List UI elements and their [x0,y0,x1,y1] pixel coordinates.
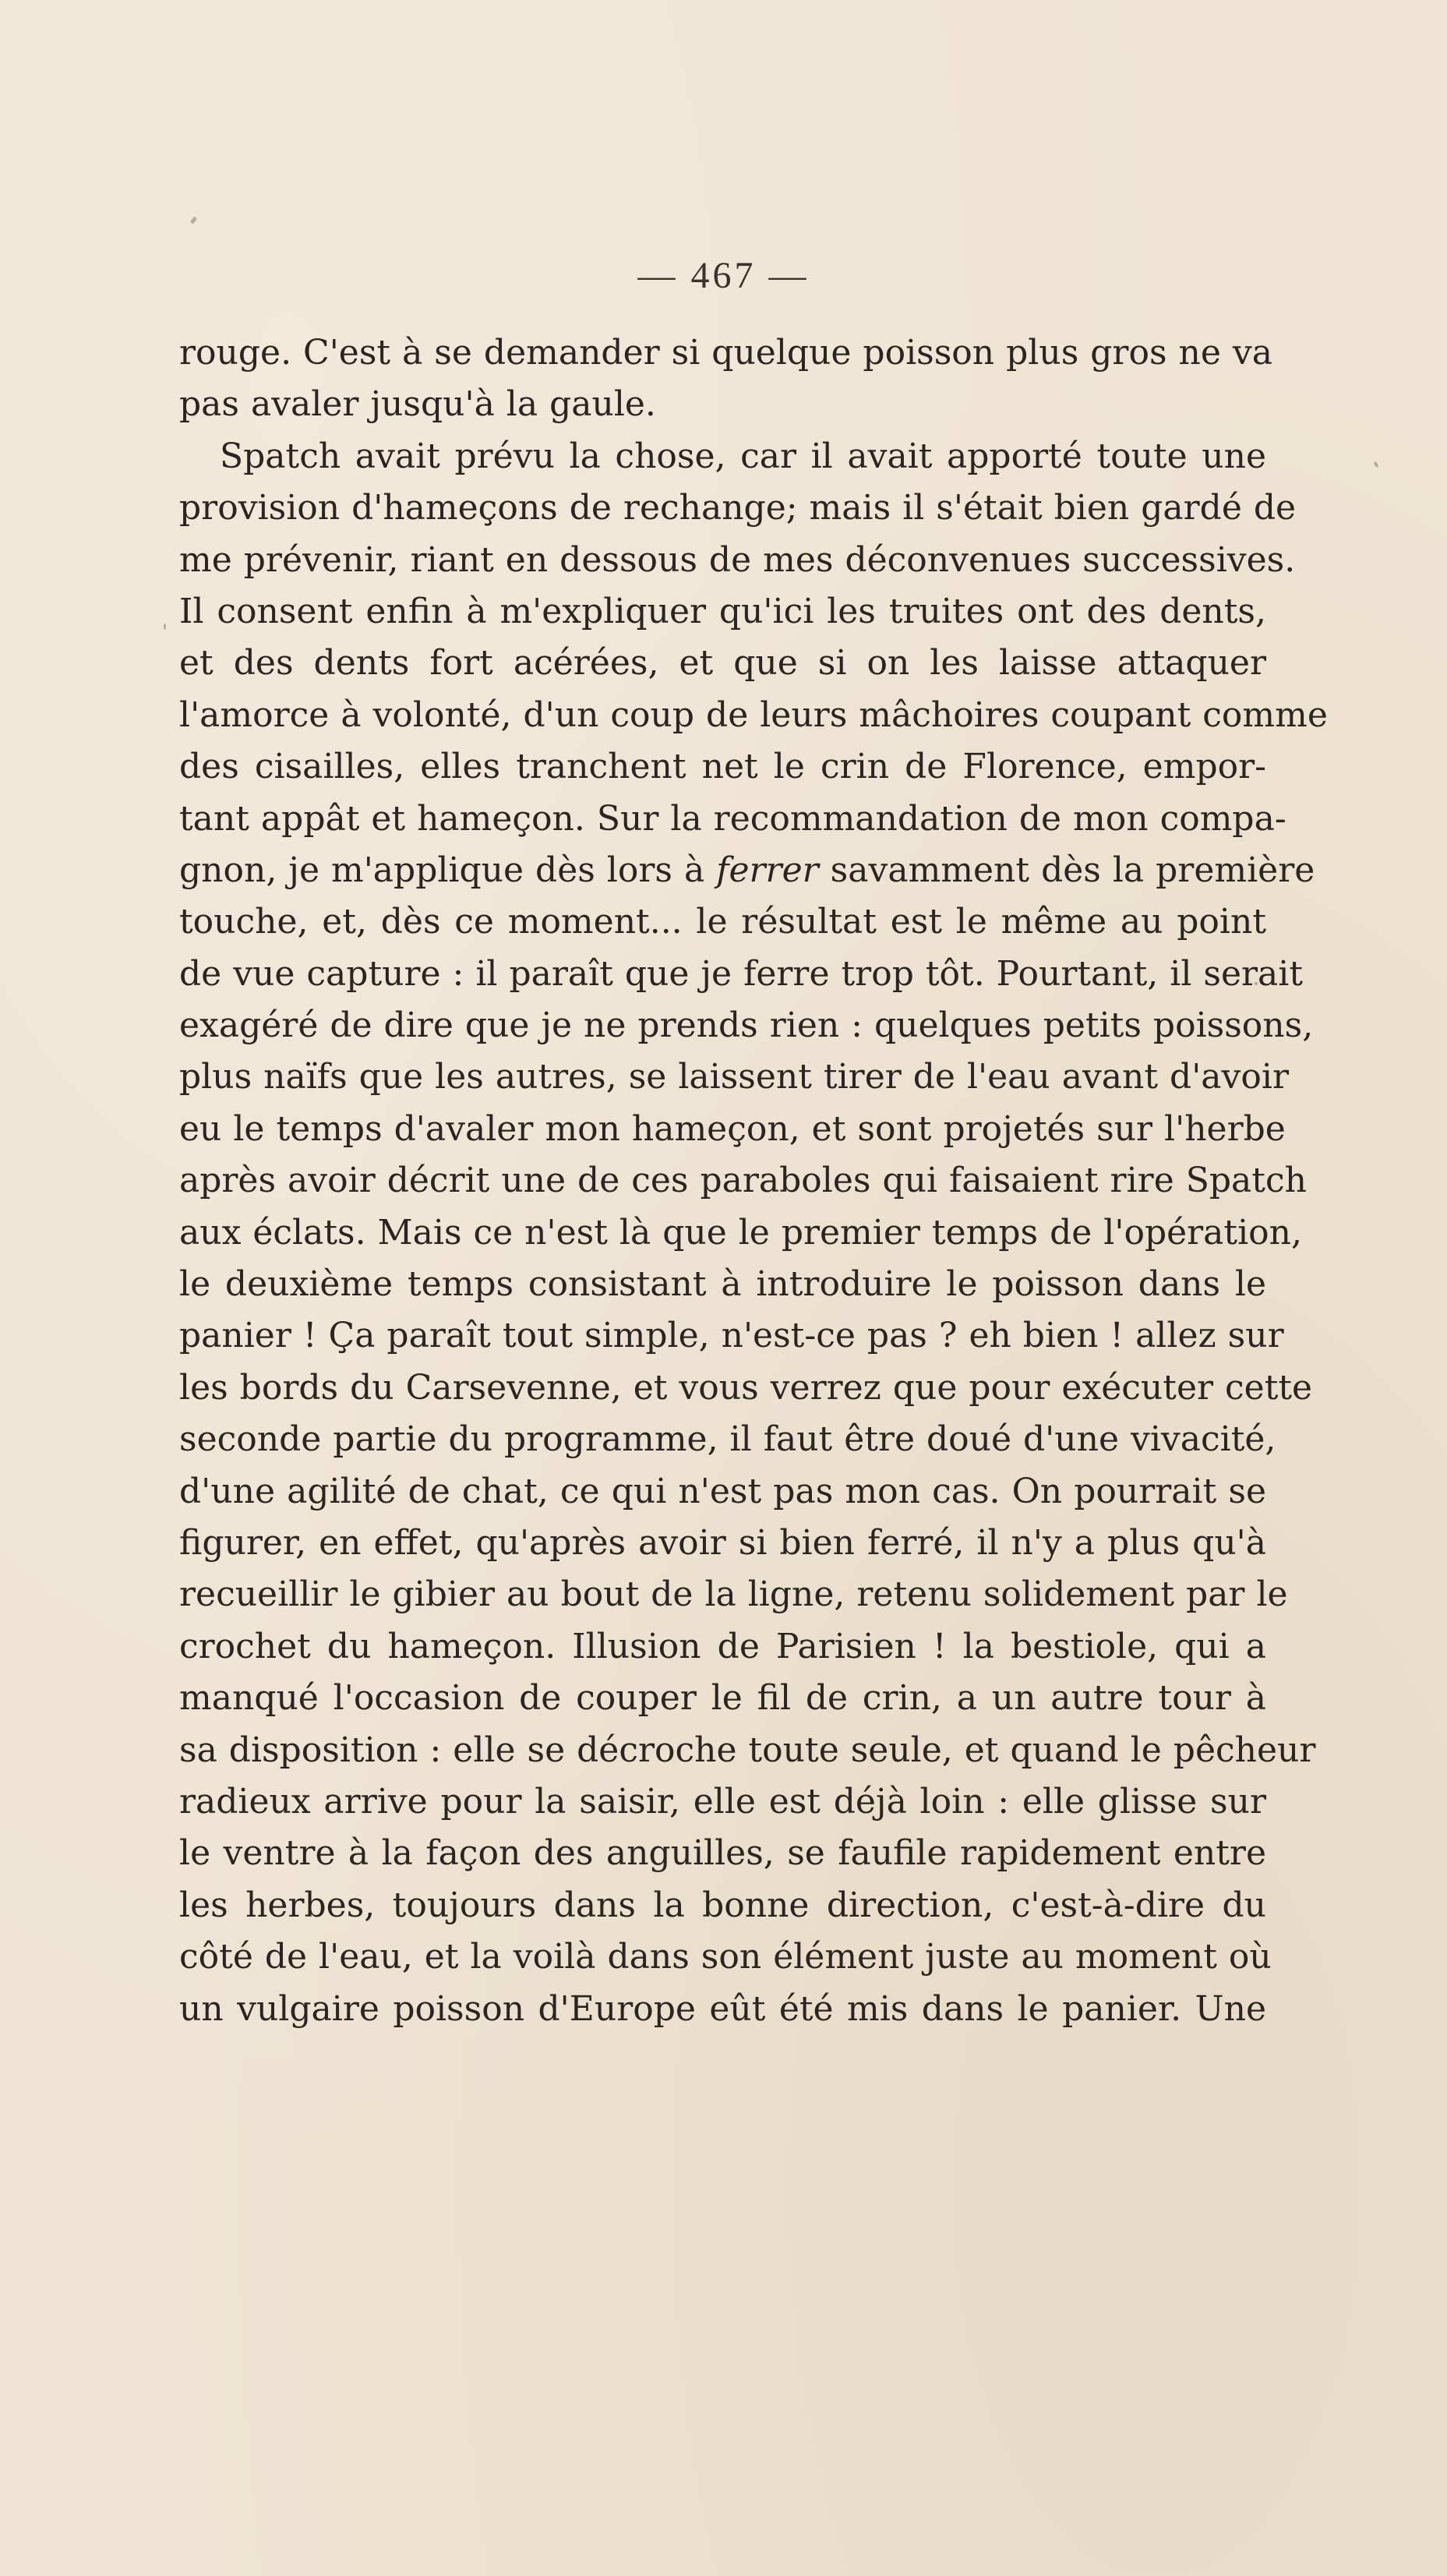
text-line: rouge. C'est à se demander si quelque poisson plus gros ne va [179,333,1272,373]
text-line: plus naïfs que les autres, se laissent tirer de l'eau avant d'avoir [179,1057,1289,1097]
text-line: et des dents fort acérées, et que si on les laisse attaquer [179,643,1266,684]
text-line: les herbes, toujours dans la bonne direction, c'est-à-dire du [179,1885,1266,1925]
text-line: tant appât et hameçon. Sur la recommandation de mon compa- [179,798,1286,839]
text-line-with-italic [179,845,1315,896]
text-line: manqué l'occasion de couper le fil de crin, a un autre tour à [179,1678,1266,1719]
text-line: crochet du hameçon. Illusion de Parisien ! la bestiole, qui a [179,1626,1266,1666]
text-line: Il consent enfin à m'expliquer qu'ici les truites ont des dents, [179,591,1266,631]
text-line: le ventre à la façon des anguilles, se faufile rapidement entre [179,1833,1266,1874]
text-line: seconde partie du programme, il faut être doué d'une vivacité, [179,1419,1276,1460]
text-line-start: gnon, je m'applique dès lors à [179,850,705,890]
text-line: panier ! Ça paraît tout simple, n'est-ce pas ? eh bien ! allez sur [179,1316,1284,1356]
text-line: côté de l'eau, et la voilà dans son élément juste au moment où [179,1937,1272,1977]
text-line: figurer, en effet, qu'après avoir si bien ferré, il n'y a plus qu'à [179,1522,1266,1563]
italic-word: ferrer [716,850,819,890]
page-number: — 467 — [637,255,810,296]
text-line: radieux arrive pour la saisir, elle est déjà loin : elle glisse sur [179,1781,1266,1822]
paper-speck [164,624,166,630]
text-line: recueillir le gibier au bout de la ligne, retenu solidement par le [179,1574,1288,1615]
text-line: exagéré de dire que je ne prends rien : quelques petits poissons, [179,1005,1314,1046]
text-line: touche, et, dès ce moment... le résultat est le même au point [179,902,1266,942]
paper-speck [1255,982,1258,985]
text-line: sa disposition : elle se décroche toute seule, et quand le pêcheur [179,1730,1316,1770]
text-line-end: savamment dès la première [830,850,1315,890]
text-line: des cisailles, elles tranchent net le crin de Florence, empor- [179,747,1266,787]
paper-speck [1373,461,1378,468]
text-line: un vulgaire poisson d'Europe eût été mis dans le panier. Une [179,1988,1266,2029]
body-text [179,327,1328,2035]
text-line: eu le temps d'avaler mon hameçon, et sont projetés sur l'herbe [179,1108,1286,1149]
paper-speck [190,216,197,224]
text-line: le deuxième temps consistant à introduire le poisson dans le [179,1264,1266,1305]
text-line: d'une agilité de chat, ce qui n'est pas mon cas. On pourrait se [179,1471,1266,1511]
text-line: pas avaler jusqu'à la gaule. [179,384,656,425]
text-line: de vue capture : il paraît que je ferre trop tôt. Pourtant, il serait [179,953,1304,994]
text-line: après avoir décrit une de ces paraboles qui faisaient rire Spatch [179,1161,1307,1201]
text-line: l'amorce à volonté, d'un coup de leurs mâchoires coupant comme [179,694,1328,735]
text-line: aux éclats. Mais ce n'est là que le premier temps de l'opération, [179,1212,1302,1253]
text-line: provision d'hameçons de rechange; mais il s'était bien gardé de [179,488,1297,528]
text-line: me prévenir, riant en dessous de mes déconvenues successives. [179,539,1296,580]
text-line: les bords du Carsevenne, et vous verrez que pour exécuter cette [179,1367,1313,1408]
text-line: Spatch avait prévu la chose, car il avait apporté toute une [220,436,1266,476]
